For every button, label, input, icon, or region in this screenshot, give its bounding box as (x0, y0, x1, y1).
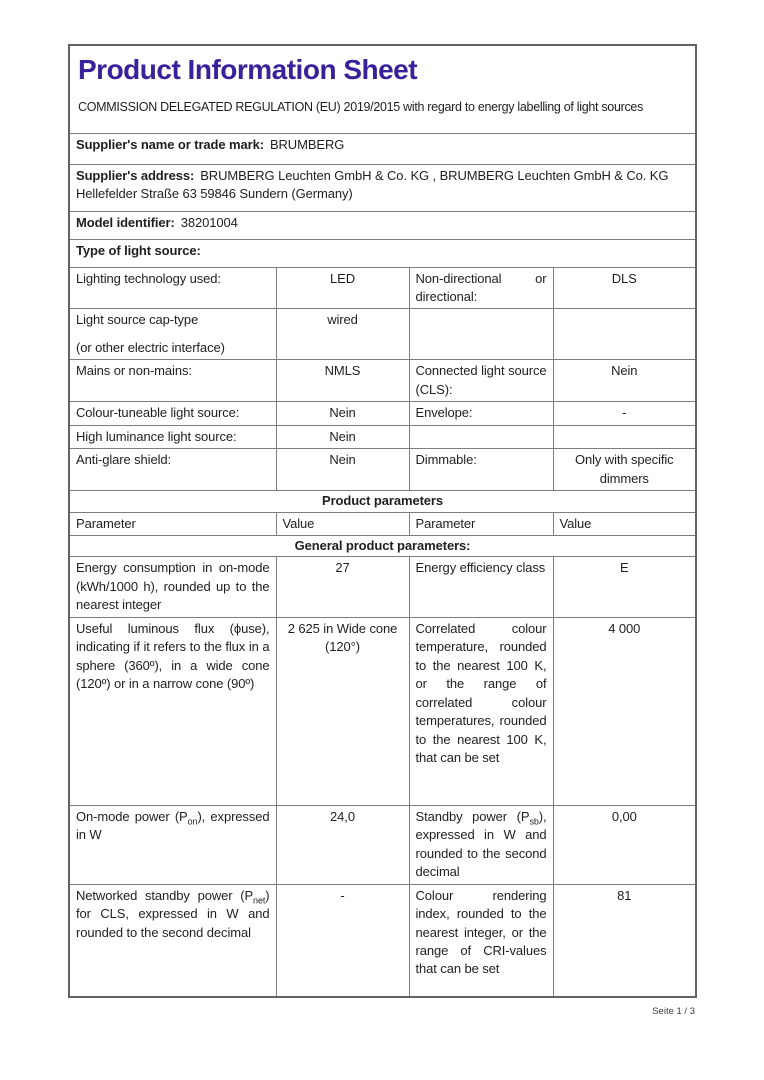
param-value (553, 425, 696, 448)
page-number: Seite 1 / 3 (652, 1006, 695, 1017)
param-label-subscript: on (187, 816, 198, 827)
param-label-text: Networked standby power (P (76, 887, 254, 903)
param-label (409, 309, 553, 360)
supplier-address-label: Supplier's address: (76, 167, 195, 183)
table-row (69, 449, 696, 491)
param-label: Energy consumption in on-mode (kWh/1000 h), rounded up to the nearest integer (69, 557, 276, 617)
param-label-line: (or other electric interface) (76, 339, 225, 355)
table-row (69, 805, 696, 884)
param-label-text: On-mode power (P (76, 808, 188, 824)
group-title (69, 536, 696, 557)
param-label: Envelope: (409, 402, 553, 425)
param-label-text: ), expressed in W and rounded to the second decimal (415, 808, 547, 880)
param-label-text: ) for CLS, expressed in W and rounded to the second decimal (76, 887, 270, 940)
model-identifier-label: Model identifier: (76, 214, 175, 230)
param-label: Connected light source (CLS): (409, 360, 553, 402)
column-header: Value (276, 512, 409, 535)
param-value: wired (276, 309, 409, 360)
param-label (69, 309, 276, 360)
param-label: High luminance light source: (69, 425, 276, 448)
param-value: 2 625 in Wide cone (120°) (276, 617, 409, 805)
param-label: Colour rendering index, rounded to the nearest integer, or the range of CRI-values that can be set (409, 884, 553, 997)
column-header-row (69, 512, 696, 535)
param-label (69, 884, 276, 997)
param-value: DLS (553, 267, 696, 309)
param-value: LED (276, 267, 409, 309)
column-header: Parameter (409, 512, 553, 535)
table-row (69, 884, 696, 997)
param-value: E (553, 557, 696, 617)
table-row (69, 425, 696, 448)
supplier-name-row (69, 133, 696, 164)
param-label: Mains or non-mains: (69, 360, 276, 402)
param-label: Useful luminous flux (ϕuse), indicating if it refers to the flux in a sphere (360º), in a wide cone (120º) or in a narrow cone (90º) (69, 617, 276, 805)
title-cell (69, 45, 696, 133)
param-value: 27 (276, 557, 409, 617)
model-identifier-row (69, 211, 696, 239)
table-row (69, 267, 696, 309)
param-value: Only with specific dimmers (553, 449, 696, 491)
table-row (69, 402, 696, 425)
supplier-name-value: BRUMBERG (269, 136, 345, 152)
supplier-name-label: Supplier's name or trade mark: (76, 136, 264, 152)
param-value: 4 000 (553, 617, 696, 805)
param-label-subscript: sb (529, 816, 539, 827)
product-information-table (68, 44, 697, 998)
page-title: Product Information Sheet (78, 54, 418, 85)
param-label-subscript: net (253, 895, 266, 906)
column-header: Value (553, 512, 696, 535)
title-row (69, 45, 696, 133)
param-value: NMLS (276, 360, 409, 402)
param-label (69, 805, 276, 884)
param-label: Dimmable: (409, 449, 553, 491)
column-header: Parameter (69, 512, 276, 535)
table-row (69, 309, 696, 360)
supplier-name-cell (69, 133, 696, 164)
param-label: Colour-tuneable light source: (69, 402, 276, 425)
param-label-text: Standby power (P (415, 808, 530, 824)
param-label (409, 425, 553, 448)
param-value: 0,00 (553, 805, 696, 884)
param-value (553, 309, 696, 360)
param-value: Nein (276, 402, 409, 425)
param-value: - (276, 884, 409, 997)
param-label-line: Light source cap-type (76, 312, 199, 328)
param-label: Lighting technology used: (69, 267, 276, 309)
model-identifier-value: 38201004 (180, 214, 238, 230)
supplier-address-cell (69, 164, 696, 211)
type-of-light-source-cell (69, 239, 696, 267)
type-of-light-source-row (69, 239, 696, 267)
type-of-light-source-label: Type of light source: (76, 242, 201, 258)
param-label: Correlated colour temperature, rounded to the nearest 100 K, or the range of correlated colour temperatures, rounded to the nearest 100 K, that can be set (409, 617, 553, 805)
model-identifier-cell (69, 211, 696, 239)
section-title-text: Product parameters (322, 493, 444, 509)
param-value: Nein (553, 360, 696, 402)
table-row (69, 557, 696, 617)
group-title-text: General product parameters: (294, 538, 471, 554)
table-row (69, 360, 696, 402)
table-row (69, 617, 696, 805)
param-value: Nein (276, 449, 409, 491)
param-value: 24,0 (276, 805, 409, 884)
section-header-row (69, 491, 696, 512)
param-value: - (553, 402, 696, 425)
param-value: Nein (276, 425, 409, 448)
supplier-address-row (69, 164, 696, 211)
group-header-row (69, 536, 696, 557)
param-label: Anti-glare shield: (69, 449, 276, 491)
param-label: Non-directional or directional: (409, 267, 553, 309)
param-label: Energy efficiency class (409, 557, 553, 617)
param-label-text: ), expressed in W (76, 808, 270, 843)
section-title (69, 491, 696, 512)
supplier-address-value: BRUMBERG Leuchten GmbH & Co. KG , BRUMBERG Leuchten GmbH & Co. KG Hellefelder Straße 63 59846 Sundern (Germany) (76, 167, 669, 201)
param-label (409, 805, 553, 884)
param-value: 81 (553, 884, 696, 997)
regulation-text: COMMISSION DELEGATED REGULATION (EU) 2019/2015 with regard to energy labelling of light sources (78, 99, 644, 114)
